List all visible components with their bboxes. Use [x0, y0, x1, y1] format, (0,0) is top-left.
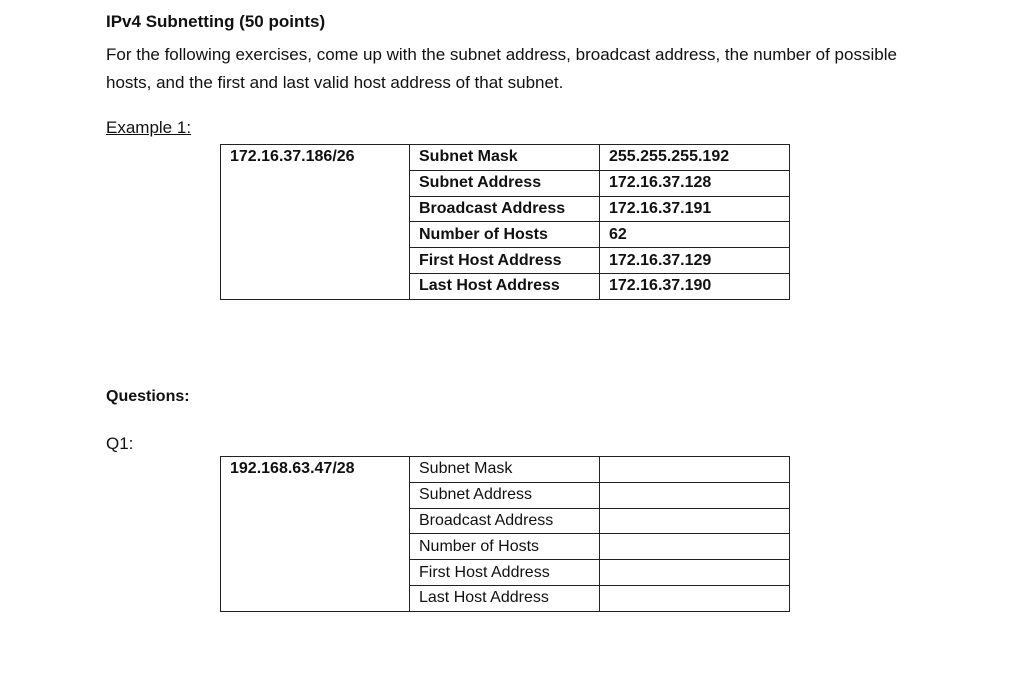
answer-cell[interactable]	[600, 482, 790, 508]
row-label: Last Host Address	[410, 273, 600, 299]
row-label: Last Host Address	[410, 585, 600, 611]
row-label: First Host Address	[410, 248, 600, 274]
row-value: 172.16.37.190	[600, 273, 790, 299]
row-label: Subnet Address	[410, 482, 600, 508]
row-value: 62	[600, 222, 790, 248]
page-title: IPv4 Subnetting (50 points)	[106, 12, 326, 31]
row-label: First Host Address	[410, 560, 600, 586]
q1-table	[220, 456, 790, 612]
answer-cell[interactable]	[600, 560, 790, 586]
row-value: 172.16.37.129	[600, 248, 790, 274]
example-table	[220, 144, 790, 300]
example-ip-cell: 172.16.37.186/26	[221, 145, 410, 300]
answer-cell[interactable]	[600, 457, 790, 483]
example-label: Example 1:	[106, 118, 192, 137]
row-label: Number of Hosts	[410, 534, 600, 560]
instructions-text: For the following exercises, come up with the subnet address, broadcast address, the number of possible hosts, and the first and last valid host address of that subnet.	[106, 45, 897, 92]
row-label: Number of Hosts	[410, 222, 600, 248]
row-label: Broadcast Address	[410, 196, 600, 222]
row-label: Subnet Mask	[410, 145, 600, 171]
row-value: 172.16.37.128	[600, 170, 790, 196]
row-label: Subnet Mask	[410, 457, 600, 483]
row-value: 255.255.255.192	[600, 145, 790, 171]
answer-cell[interactable]	[600, 534, 790, 560]
row-value: 172.16.37.191	[600, 196, 790, 222]
q1-label: Q1:	[106, 434, 134, 453]
questions-heading: Questions:	[106, 388, 190, 405]
answer-cell[interactable]	[600, 508, 790, 534]
row-label: Broadcast Address	[410, 508, 600, 534]
table-row	[221, 457, 790, 483]
row-label: Subnet Address	[410, 170, 600, 196]
answer-cell[interactable]	[600, 585, 790, 611]
q1-ip-cell: 192.168.63.47/28	[221, 457, 410, 612]
table-row	[221, 145, 790, 171]
